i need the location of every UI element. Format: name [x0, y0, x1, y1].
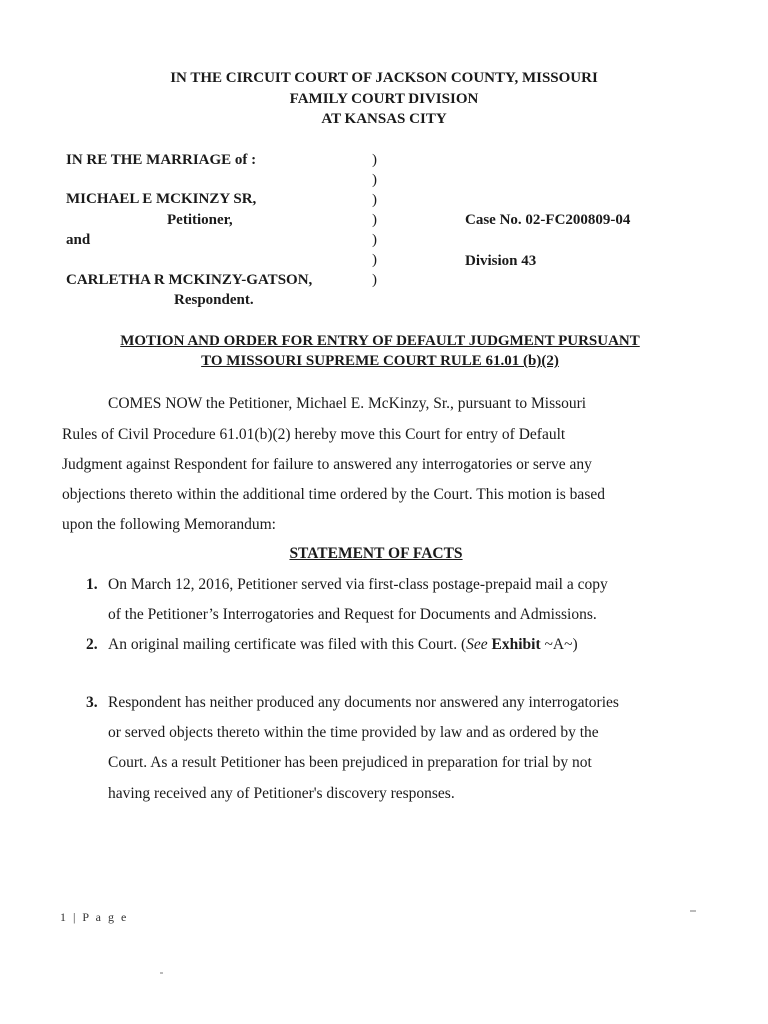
fact-line: or served objects thereto within the time provided by law and as ordered by the	[108, 724, 599, 741]
fact-line: Respondent has neither produced any documents nor answered any interrogatories	[108, 694, 619, 711]
caption-paren: )	[372, 152, 377, 168]
intro-line: Judgment against Respondent for failure to answered any interrogatories or serve any	[62, 456, 592, 473]
statement-of-facts-heading: STATEMENT OF FACTS	[289, 545, 463, 562]
fact-line	[108, 636, 578, 654]
intro-line: objections thereto within the additional time ordered by the Court. This motion is based	[62, 486, 605, 503]
division-number: Division 43	[465, 253, 537, 269]
caption-paren: )	[372, 192, 377, 208]
court-name: IN THE CIRCUIT COURT OF JACKSON COUNTY, MISSOURI	[170, 70, 598, 86]
court-division: FAMILY COURT DIVISION	[289, 91, 479, 107]
caption-paren: )	[372, 232, 377, 248]
caption-paren: )	[372, 252, 377, 268]
fact-number: 1.	[86, 576, 98, 593]
fact-text: An original mailing certificate was filed with this Court. (	[108, 636, 467, 653]
fact-line: On March 12, 2016, Petitioner served via first-class postage-prepaid mail a copy	[108, 576, 608, 593]
intro-line: upon the following Memorandum:	[62, 516, 276, 533]
petitioner-name: MICHAEL E MCKINZY SR,	[66, 191, 257, 207]
court-location: AT KANSAS CITY	[321, 111, 447, 127]
petitioner-role: Petitioner,	[167, 212, 233, 228]
scan-speck	[160, 972, 163, 974]
exhibit-reference: ~A~)	[540, 636, 578, 653]
intro-line: COMES NOW the Petitioner, Michael E. McKinzy, Sr., pursuant to Missouri	[108, 395, 587, 412]
page-number-footer: 1 | P a g e	[60, 910, 129, 924]
respondent-name: CARLETHA R MCKINZY-GATSON,	[66, 272, 313, 288]
caption-in-re: IN RE THE MARRIAGE of :	[66, 152, 257, 168]
fact-line: having received any of Petitioner's discovery responses.	[108, 785, 455, 802]
caption-and: and	[66, 232, 91, 248]
caption-paren: )	[372, 172, 377, 188]
intro-line: Rules of Civil Procedure 61.01(b)(2) hereby move this Court for entry of Default	[62, 426, 566, 443]
scan-speck	[690, 910, 696, 912]
see-reference: See	[466, 636, 488, 653]
caption-paren: )	[372, 212, 377, 228]
exhibit-label: Exhibit	[491, 636, 541, 653]
fact-line: Court. As a result Petitioner has been prejudiced in preparation for trial by not	[108, 754, 592, 771]
motion-title-line2: TO MISSOURI SUPREME COURT RULE 61.01 (b)(2)	[201, 353, 559, 369]
respondent-role: Respondent.	[174, 292, 254, 308]
motion-title-line1: MOTION AND ORDER FOR ENTRY OF DEFAULT JUDGMENT PURSUANT	[120, 333, 640, 349]
caption-paren: )	[372, 272, 377, 288]
fact-number: 3.	[86, 694, 98, 711]
case-number: Case No. 02-FC200809-04	[465, 212, 631, 228]
fact-number: 2.	[86, 636, 98, 653]
fact-line: of the Petitioner’s Interrogatories and Request for Documents and Admissions.	[108, 606, 597, 623]
